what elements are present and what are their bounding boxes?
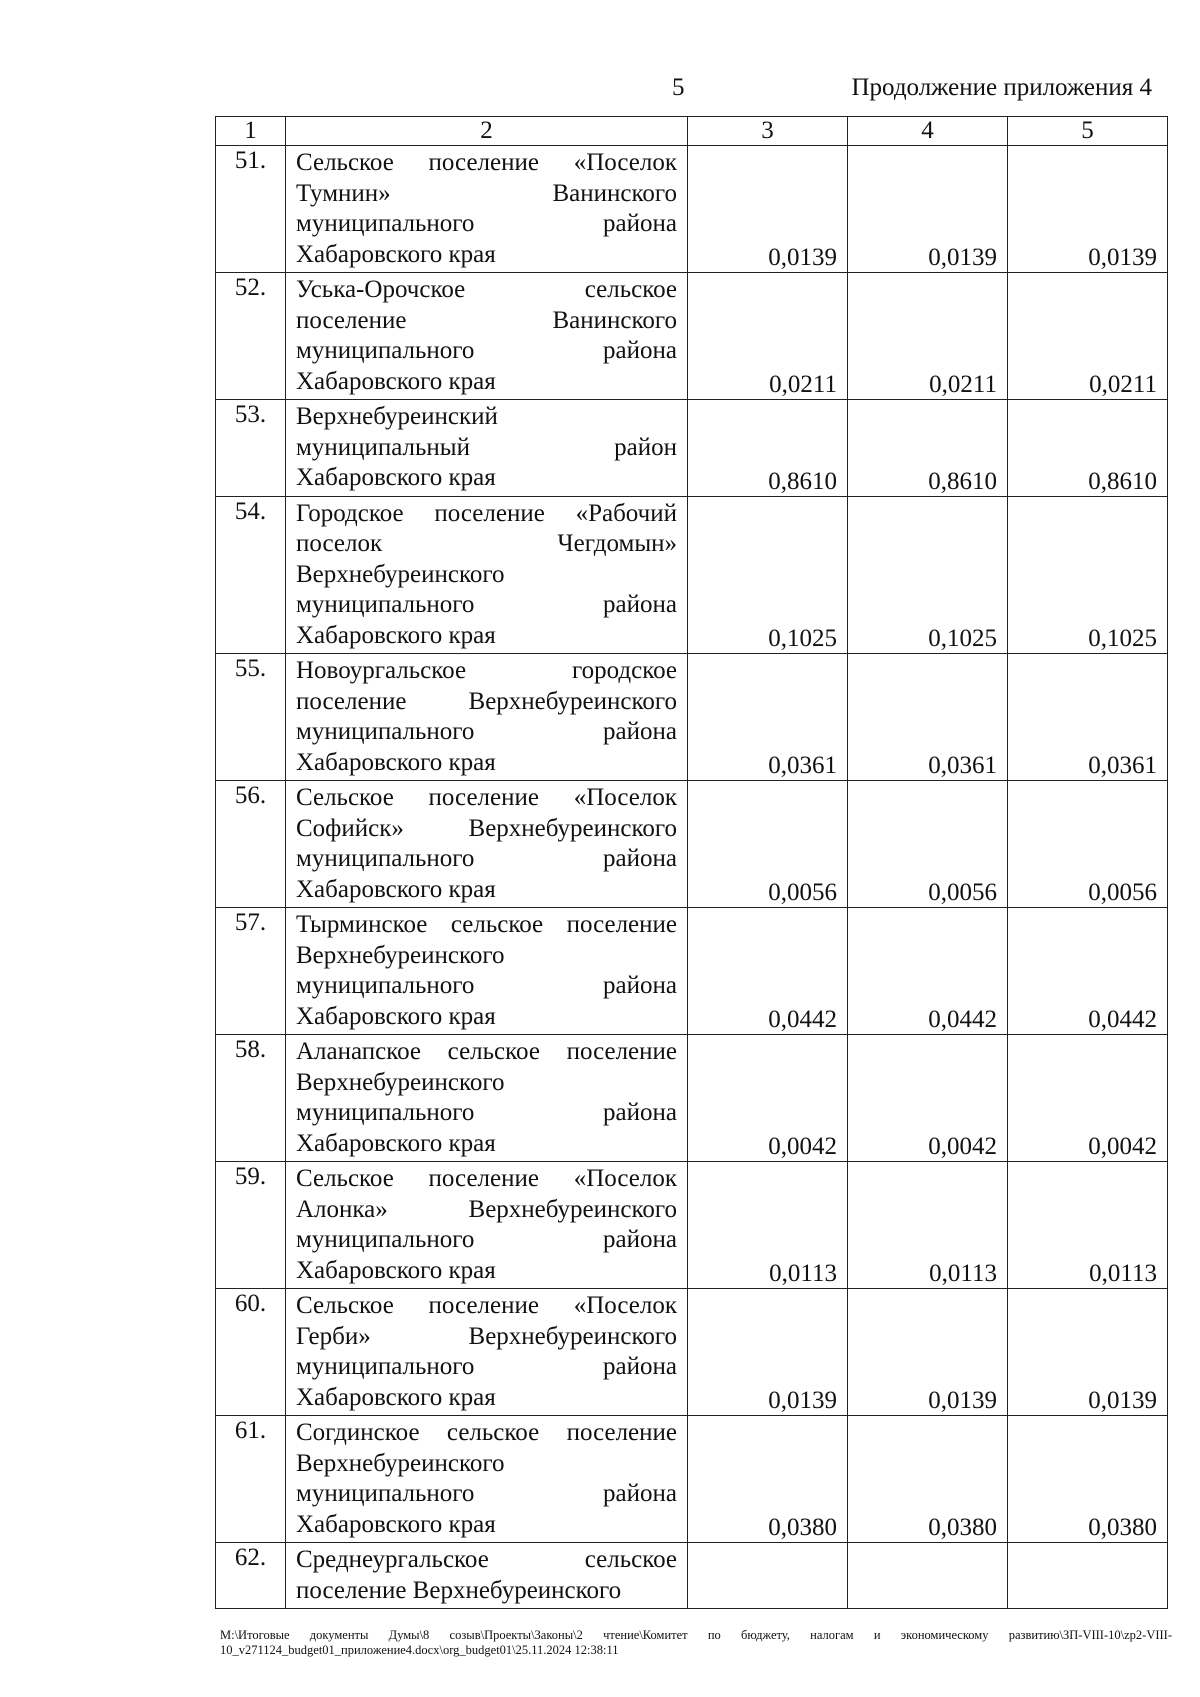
value-column-5: 0,0042 (1008, 1035, 1168, 1162)
row-number: 61. (216, 1416, 286, 1543)
row-number: 55. (216, 654, 286, 781)
municipality-name-line: Городское поселение «Рабочий (296, 499, 677, 527)
table-row (216, 908, 1168, 1035)
table-row (216, 781, 1168, 908)
municipality-name-line: Верхнебуреинского (296, 1068, 505, 1096)
table-row (216, 273, 1168, 400)
municipality-name-line: Верхнебуреинского (296, 1449, 505, 1477)
municipality-name-line: Хабаровского края (296, 1256, 496, 1284)
file-path-footer (220, 1628, 1172, 1658)
municipality-name-line: муниципального района (296, 1480, 677, 1507)
municipality-name-line: Алонка» Верхнебуреинского (296, 1195, 677, 1223)
value-column-5 (1008, 1543, 1168, 1609)
municipality-name-line: поселок Чегдомын» (296, 530, 677, 557)
value-column-3: 0,0139 (688, 146, 848, 273)
municipality-name (286, 1416, 688, 1543)
municipality-name (286, 1162, 688, 1289)
municipality-name-line: Среднеургальское сельское (296, 1546, 677, 1573)
value-column-4: 0,0442 (848, 908, 1008, 1035)
municipality-name-line: муниципального района (296, 972, 677, 999)
value-column-4: 0,0139 (848, 1289, 1008, 1416)
value-column-4 (848, 1543, 1008, 1609)
municipality-name-line: Верхнебуреинский (296, 403, 498, 430)
appendix-table (215, 116, 1168, 1609)
municipality-name-line: Хабаровского края (296, 464, 496, 491)
value-column-4: 0,0211 (848, 273, 1008, 400)
value-column-5: 0,0139 (1008, 146, 1168, 273)
municipality-name-line: Тумнин» Ванинского (296, 179, 677, 207)
table-body (216, 146, 1168, 1609)
municipality-name (286, 781, 688, 908)
table-row (216, 1416, 1168, 1543)
value-column-4: 0,0042 (848, 1035, 1008, 1162)
value-column-5: 0,1025 (1008, 496, 1168, 654)
value-column-3 (688, 1543, 848, 1609)
table-row (216, 496, 1168, 654)
row-number: 57. (216, 908, 286, 1035)
municipality-name-line: Согдинское сельское поселение (296, 1419, 677, 1446)
row-number: 60. (216, 1289, 286, 1416)
value-column-3: 0,0380 (688, 1416, 848, 1543)
row-number: 56. (216, 781, 286, 908)
table-row (216, 654, 1168, 781)
value-column-5: 0,0361 (1008, 654, 1168, 781)
value-column-5: 0,0380 (1008, 1416, 1168, 1543)
municipality-name-line: поселение Ванинского (296, 306, 677, 334)
municipality-name-line: Тырминское сельское поселение (296, 911, 677, 938)
row-number: 59. (216, 1162, 286, 1289)
value-column-5: 0,0442 (1008, 908, 1168, 1035)
row-number: 51. (216, 146, 286, 273)
value-column-5: 0,0113 (1008, 1162, 1168, 1289)
value-column-5: 0,0056 (1008, 781, 1168, 908)
municipality-name (286, 1543, 688, 1609)
municipality-name-line: Сельское поселение «Поселок (296, 1165, 677, 1192)
column-header-3: 3 (688, 117, 848, 146)
value-column-3: 0,0113 (688, 1162, 848, 1289)
municipality-name-line: Хабаровского края (296, 1002, 496, 1030)
value-column-5: 0,0211 (1008, 273, 1168, 400)
municipality-name (286, 1035, 688, 1162)
municipality-name (286, 908, 688, 1035)
value-column-4: 0,0113 (848, 1162, 1008, 1289)
municipality-name (286, 496, 688, 654)
column-header-1: 1 (216, 117, 286, 146)
table-row (216, 400, 1168, 497)
municipality-name-line: Софийск» Верхнебуреинского (296, 814, 677, 842)
table-row (216, 146, 1168, 273)
table-row (216, 1543, 1168, 1609)
page-number: 5 (672, 74, 685, 101)
table-row (216, 1162, 1168, 1289)
municipality-name-line: поселение Верхнебуреинского (296, 687, 677, 715)
municipality-name-line: Новоургальское городское (296, 657, 677, 684)
value-column-3: 0,0361 (688, 654, 848, 781)
table-row (216, 1289, 1168, 1416)
municipality-name (286, 146, 688, 273)
municipality-name (286, 273, 688, 400)
value-column-4: 0,0361 (848, 654, 1008, 781)
value-column-3: 0,0139 (688, 1289, 848, 1416)
municipality-name-line: муниципального района (296, 1099, 677, 1126)
municipality-name-line: Хабаровского края (296, 621, 496, 649)
value-column-5: 0,0139 (1008, 1289, 1168, 1416)
file-path-line-2: 10_v271124_budget01_приложение4.docx\org_budget01\25.11.2024 12:38:11 (220, 1643, 619, 1657)
value-column-4: 0,0139 (848, 146, 1008, 273)
column-header-2: 2 (286, 117, 688, 146)
municipality-name (286, 654, 688, 781)
municipality-name-line: муниципального района (296, 1353, 677, 1380)
value-column-3: 0,0211 (688, 273, 848, 400)
value-column-3: 0,0442 (688, 908, 848, 1035)
value-column-4: 0,0056 (848, 781, 1008, 908)
municipality-name-line: муниципального района (296, 210, 677, 237)
municipality-name-line: Хабаровского края (296, 1383, 496, 1411)
value-column-4: 0,1025 (848, 496, 1008, 654)
row-number: 53. (216, 400, 286, 497)
municipality-name-line: Уська-Орочское сельское (296, 276, 677, 303)
municipality-name-line: муниципального района (296, 591, 677, 618)
municipality-name-line: Хабаровского края (296, 367, 496, 395)
column-number-row (216, 117, 1168, 146)
municipality-name-line: Хабаровского края (296, 875, 496, 903)
municipality-name (286, 400, 688, 497)
municipality-name-line: муниципального района (296, 718, 677, 745)
municipality-name-line: Верхнебуреинского (296, 560, 505, 588)
file-path-line-1: M:\Итоговые документы Думы\8 созыв\Проекты\Законы\2 чтение\Комитет по бюджету, налогам и экономическому развитию\ЗП-VIII-10\zp2-VIII- (220, 1628, 1172, 1642)
municipality-name-line: Сельское поселение «Поселок (296, 784, 677, 811)
municipality-name-line: Сельское поселение «Поселок (296, 149, 677, 176)
municipality-name-line: Хабаровского края (296, 748, 496, 776)
value-column-3: 0,1025 (688, 496, 848, 654)
row-number: 52. (216, 273, 286, 400)
column-header-5: 5 (1008, 117, 1168, 146)
value-column-4: 0,0380 (848, 1416, 1008, 1543)
municipality-name-line: Герби» Верхнебуреинского (296, 1322, 677, 1350)
table-row (216, 1035, 1168, 1162)
value-column-3: 0,0056 (688, 781, 848, 908)
municipality-name-line: Верхнебуреинского (296, 941, 505, 969)
municipality-name-line: муниципального района (296, 1226, 677, 1253)
municipality-name-line: муниципального района (296, 337, 677, 364)
row-number: 62. (216, 1543, 286, 1609)
value-column-4: 0,8610 (848, 400, 1008, 497)
municipality-name-line: муниципальный район (296, 433, 677, 461)
municipality-name-line: Хабаровского края (296, 240, 496, 268)
municipality-name-line: муниципального района (296, 845, 677, 872)
row-number: 54. (216, 496, 286, 654)
municipality-name (286, 1289, 688, 1416)
value-column-5: 0,8610 (1008, 400, 1168, 497)
municipality-name-line: поселение Верхнебуреинского (296, 1576, 622, 1604)
appendix-continuation-title: Продолжение приложения 4 (851, 74, 1152, 101)
column-header-4: 4 (848, 117, 1008, 146)
municipality-name-line: Хабаровского края (296, 1510, 496, 1538)
municipality-name-line: Аланапское сельское поселение (296, 1038, 677, 1065)
value-column-3: 0,8610 (688, 400, 848, 497)
row-number: 58. (216, 1035, 286, 1162)
value-column-3: 0,0042 (688, 1035, 848, 1162)
municipality-name-line: Сельское поселение «Поселок (296, 1292, 677, 1319)
municipality-name-line: Хабаровского края (296, 1129, 496, 1157)
